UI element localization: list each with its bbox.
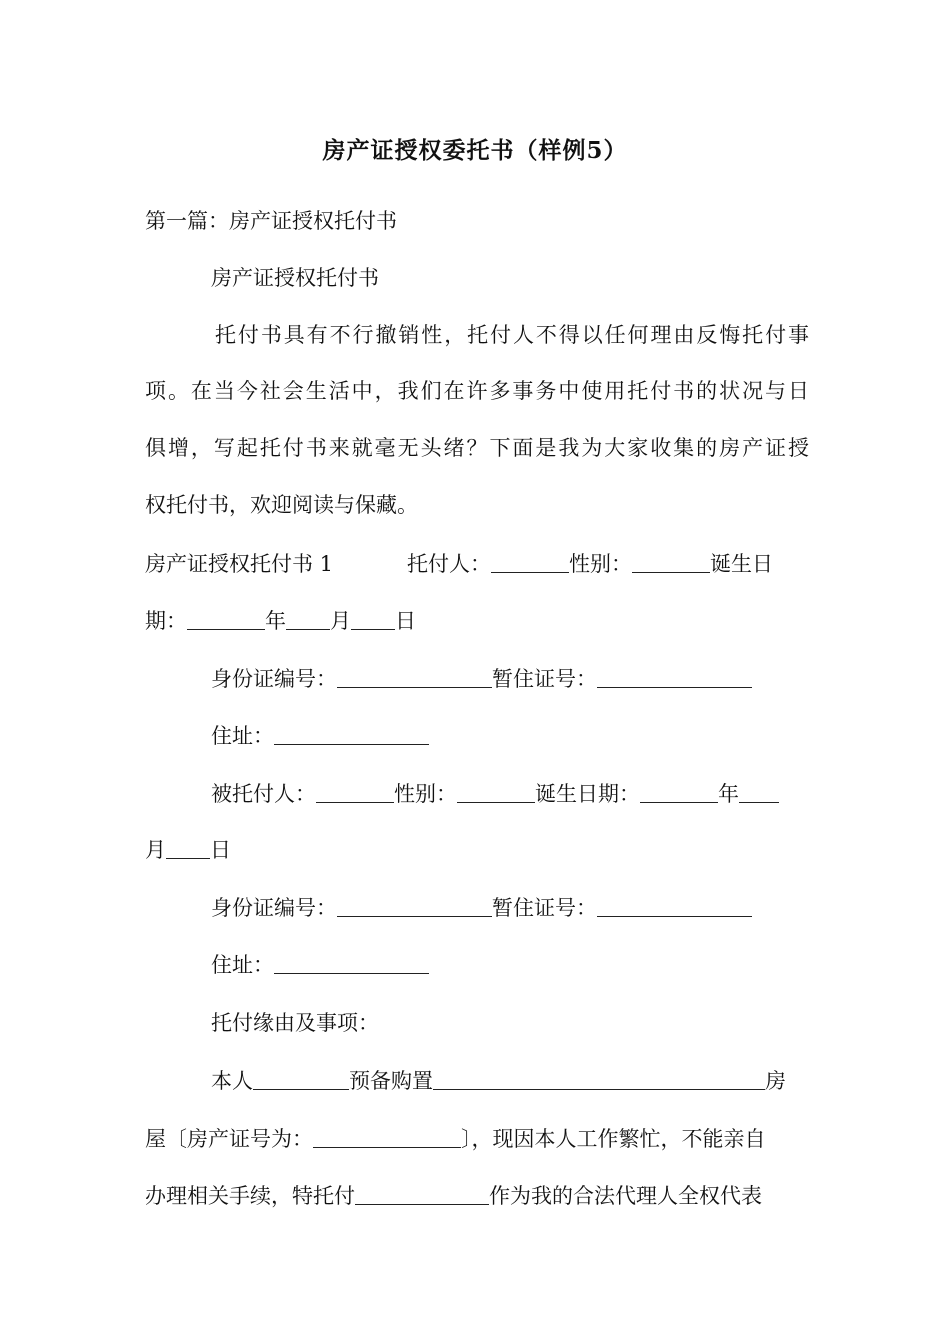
principal-label: 托付人： — [407, 552, 492, 576]
intro-line-2: 项。在当今社会生活中，我们在许多事务中使用托付书的状况与日 — [145, 379, 809, 403]
month-label: 月 — [330, 609, 351, 633]
birth-label-part1: 诞生日 — [710, 552, 774, 576]
body-line-3 — [145, 1181, 809, 1211]
id-label: 身份证编号： — [211, 667, 337, 691]
year-label: 年 — [265, 609, 286, 633]
owner-name-blank[interactable] — [253, 1069, 349, 1090]
agent-label: 被托付人： — [211, 782, 316, 806]
agent-birth-year-blank[interactable] — [640, 782, 718, 803]
document-title: 房产证授权委托书（样例5） — [322, 137, 628, 164]
agent-address-line — [145, 950, 809, 980]
principal-permit-blank[interactable] — [597, 667, 752, 688]
intro-line-3: 俱增，写起托付书来就毫无头绪？下面是我为大家收集的房产证授 — [145, 436, 809, 460]
body-text-g: 作为我的合法代理人全权代表 — [489, 1184, 762, 1208]
body-line-1 — [145, 1066, 809, 1096]
property-address-blank[interactable] — [433, 1069, 765, 1090]
body-text-f: 办理相关手续，特托付 — [145, 1184, 355, 1208]
gender-label: 性别： — [569, 552, 633, 576]
principal-address-line — [145, 721, 809, 751]
agent-id-label: 身份证编号： — [211, 896, 337, 920]
agent-permit-label: 暂住证号： — [492, 896, 597, 920]
agent-address-label: 住址： — [211, 953, 274, 977]
section-heading: 第一篇：房产证授权托付书 — [145, 209, 397, 233]
principal-gender-blank[interactable] — [632, 552, 710, 573]
agent-gender-label: 性别： — [394, 782, 457, 806]
body-text-a: 本人 — [211, 1069, 253, 1093]
principal-id-line — [145, 664, 809, 694]
agent-line — [145, 779, 809, 809]
agent-appointee-blank[interactable] — [355, 1184, 489, 1205]
agent-id-blank[interactable] — [337, 896, 492, 917]
agent-year-label: 年 — [718, 782, 739, 806]
agent-name-blank[interactable] — [316, 782, 394, 803]
agent-day-label: 日 — [210, 838, 231, 862]
agent-birth-day-blank[interactable] — [166, 838, 210, 859]
address-label: 住址： — [211, 724, 274, 748]
body-line-2 — [145, 1124, 809, 1154]
subheading: 房产证授权托付书 — [211, 266, 379, 290]
certificate-number-blank[interactable] — [313, 1127, 461, 1148]
body-text-e: 〕，现因本人工作繁忙，不能亲自 — [461, 1127, 766, 1151]
day-label: 日 — [395, 609, 416, 633]
agent-birth-month-blank[interactable] — [739, 782, 779, 803]
birth-month-blank[interactable] — [286, 609, 330, 630]
birth-label-part2: 期： — [145, 609, 187, 633]
body-text-d: 屋〔房产证号为： — [145, 1127, 313, 1151]
agent-birth-line — [145, 835, 809, 865]
agent-month-label: 月 — [145, 838, 166, 862]
agent-address-blank[interactable] — [274, 953, 429, 974]
body-text-b: 预备购置 — [349, 1069, 433, 1093]
agent-gender-blank[interactable] — [457, 782, 535, 803]
intro-line-4: 权托付书，欢迎阅读与保藏。 — [145, 493, 418, 517]
principal-name-blank[interactable] — [491, 552, 569, 573]
intro-line-1: 托付书具有不行撤销性，托付人不得以任何理由反悔托付事 — [215, 323, 809, 347]
temp-permit-label: 暂住证号： — [492, 667, 597, 691]
principal-line — [145, 549, 809, 579]
agent-permit-blank[interactable] — [597, 896, 752, 917]
reason-heading: 托付缘由及事项： — [211, 1011, 379, 1035]
principal-address-blank[interactable] — [274, 724, 429, 745]
principal-id-blank[interactable] — [337, 667, 492, 688]
doc-name: 房产证授权托付书 1 — [145, 552, 334, 576]
agent-id-line — [145, 893, 809, 923]
birth-day-blank[interactable] — [351, 609, 395, 630]
principal-birth-line — [145, 606, 809, 636]
body-text-c: 房 — [765, 1069, 786, 1093]
agent-birth-label: 诞生日期： — [535, 782, 640, 806]
birth-year-blank[interactable] — [187, 609, 265, 630]
